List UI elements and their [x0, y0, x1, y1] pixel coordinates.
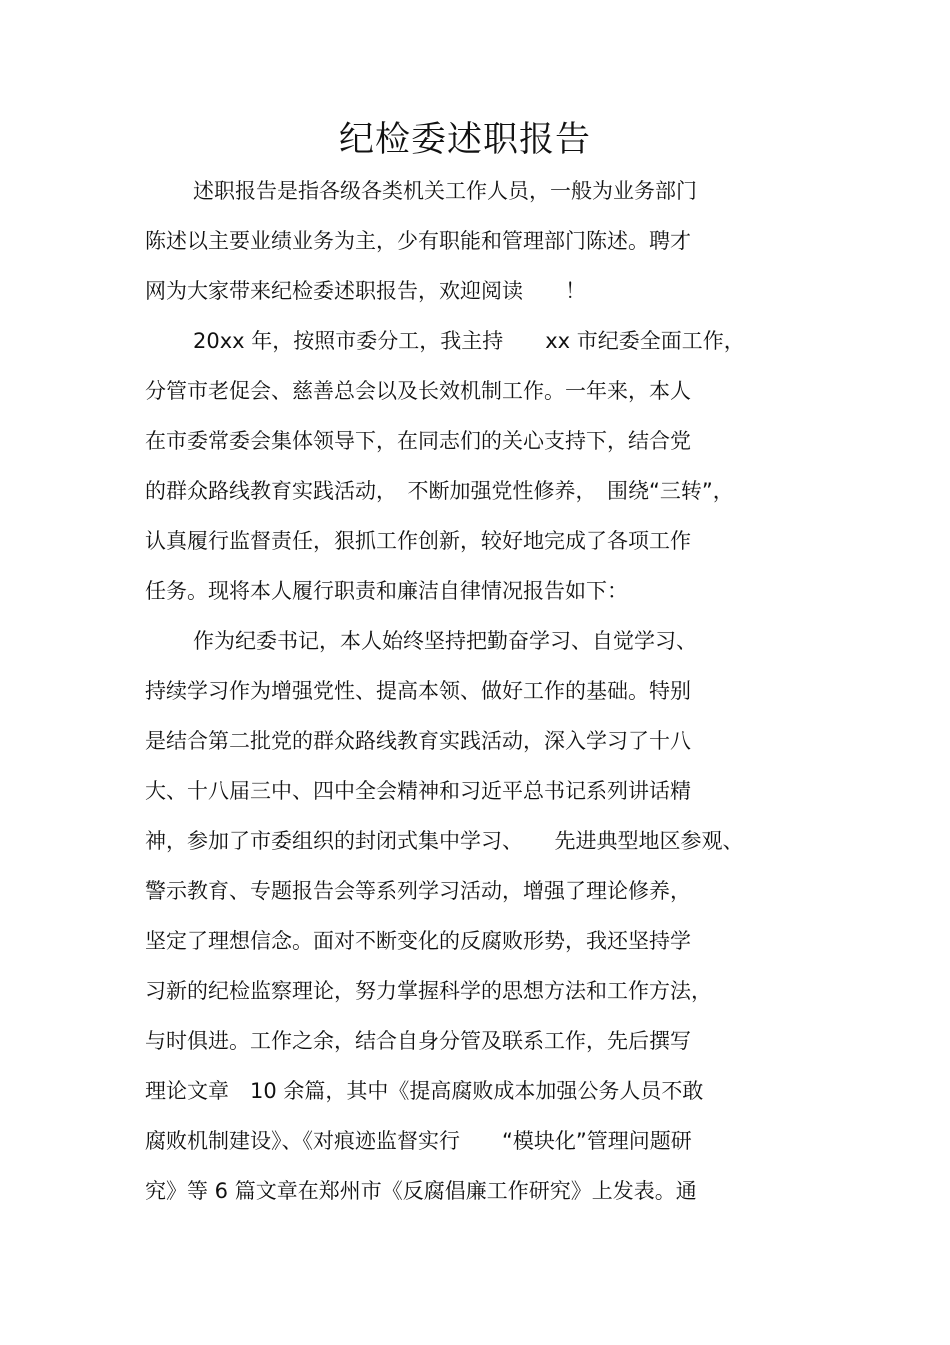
paragraph-line: 网为大家带来纪检委述职报告，欢迎阅读 ！	[145, 279, 586, 303]
paragraph-line: 20xx 年，按照市委分工，我主持 xx 市纪委全面工作，	[193, 329, 745, 353]
paragraph-line: 陈述以主要业绩业务为主，少有职能和管理部门陈述。聘才	[145, 229, 691, 253]
paragraph-line: 分管市老促会、慈善总会以及长效机制工作。一年来，本人	[145, 379, 691, 403]
paragraph-line: 持续学习作为增强党性、提高本领、做好工作的基础。特别	[145, 679, 691, 703]
paragraph-line: 大、十八届三中、四中全会精神和习近平总书记系列讲话精	[145, 779, 691, 803]
paragraph-line: 理论文章 10 余篇，其中《提高腐败成本加强公务人员不敢	[145, 1079, 704, 1103]
paragraph-line: 认真履行监督责任，狠抓工作创新，较好地完成了各项工作	[145, 529, 691, 553]
paragraph-line: 的群众路线教育实践活动， 不断加强党性修养， 围绕“三转”，	[145, 479, 734, 503]
paragraph-line: 警示教育、专题报告会等系列学习活动，增强了理论修养，	[145, 879, 691, 903]
paragraph-line: 坚定了理想信念。面对不断变化的反腐败形势，我还坚持学	[145, 929, 691, 953]
document-title: 纪检委述职报告	[338, 120, 591, 160]
paragraph-line: 任务。现将本人履行职责和廉洁自律情况报告如下：	[145, 579, 628, 603]
paragraph-line: 作为纪委书记，本人始终坚持把勤奋学习、自觉学习、	[193, 629, 697, 653]
paragraph-line: 究》等 6 篇文章在郑州市《反腐倡廉工作研究》上发表。通	[145, 1179, 697, 1203]
paragraph-line: 腐败机制建设》、《对痕迹监督实行 “模块化”管理问题研	[145, 1129, 692, 1153]
paragraph-line: 是结合第二批党的群众路线教育实践活动，深入学习了十八	[145, 729, 691, 753]
paragraph-line: 与时俱进。工作之余，结合自身分管及联系工作，先后撰写	[145, 1029, 691, 1053]
paragraph-line: 习新的纪检监察理论，努力掌握科学的思想方法和工作方法，	[145, 979, 712, 1003]
paragraph-line: 述职报告是指各级各类机关工作人员，一般为业务部门	[193, 179, 697, 203]
paragraph-line: 在市委常委会集体领导下，在同志们的关心支持下，结合党	[145, 429, 691, 453]
paragraph-line: 神，参加了市委组织的封闭式集中学习、 先进典型地区参观、	[145, 829, 744, 853]
